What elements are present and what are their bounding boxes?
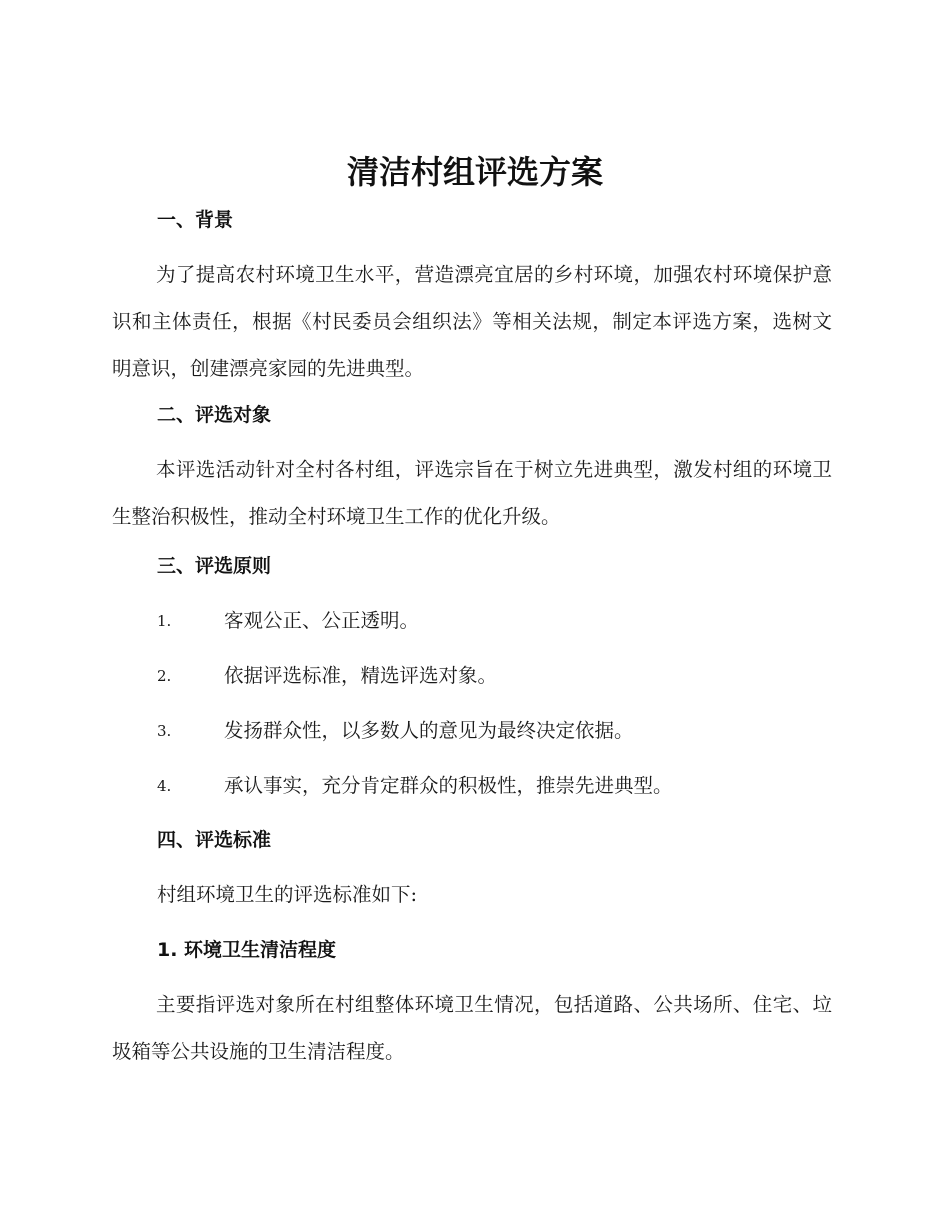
list-item-number: 4.	[157, 777, 172, 795]
paragraph-target: 本评选活动针对全村各村组，评选宗旨在于树立先进典型，激发村组的环境卫生整治积极性，推动全村环境卫生工作的优化升级。	[112, 458, 832, 528]
paragraph-criteria: 主要指评选对象所在村组整体环境卫生情况，包括道路、公共场所、住宅、垃圾箱等公共设施的卫生清洁程度。	[112, 993, 832, 1063]
paragraph-background: 为了提高农村环境卫生水平，营造漂亮宜居的乡村环境，加强农村环境保护意识和主体责任，根据《村民委员会组织法》等相关法规，制定本评选方案，选树文明意识，创建漂亮家园的先进典型。	[112, 263, 832, 380]
criteria-subheading: 1. 环境卫生清洁程度	[157, 939, 337, 961]
list-item-number: 2.	[157, 667, 172, 685]
section-heading-target: 二、评选对象	[157, 404, 272, 426]
list-item-text: 依据评选标准，精选评选对象。	[224, 664, 498, 687]
document-title: 清洁村组评选方案	[346, 153, 603, 191]
list-item-text: 客观公正、公正透明。	[224, 609, 420, 632]
criteria-intro: 村组环境卫生的评选标准如下:	[157, 883, 418, 906]
list-item-text: 发扬群众性，以多数人的意见为最终决定依据。	[224, 719, 634, 742]
list-item-number: 3.	[157, 722, 172, 740]
list-item-text: 承认事实，充分肯定群众的积极性，推崇先进典型。	[224, 774, 673, 797]
section-heading-criteria: 四、评选标准	[157, 829, 272, 851]
section-heading-principles: 三、评选原则	[157, 555, 272, 577]
section-heading-background: 一、背景	[157, 209, 234, 231]
list-item-number: 1.	[157, 612, 172, 630]
